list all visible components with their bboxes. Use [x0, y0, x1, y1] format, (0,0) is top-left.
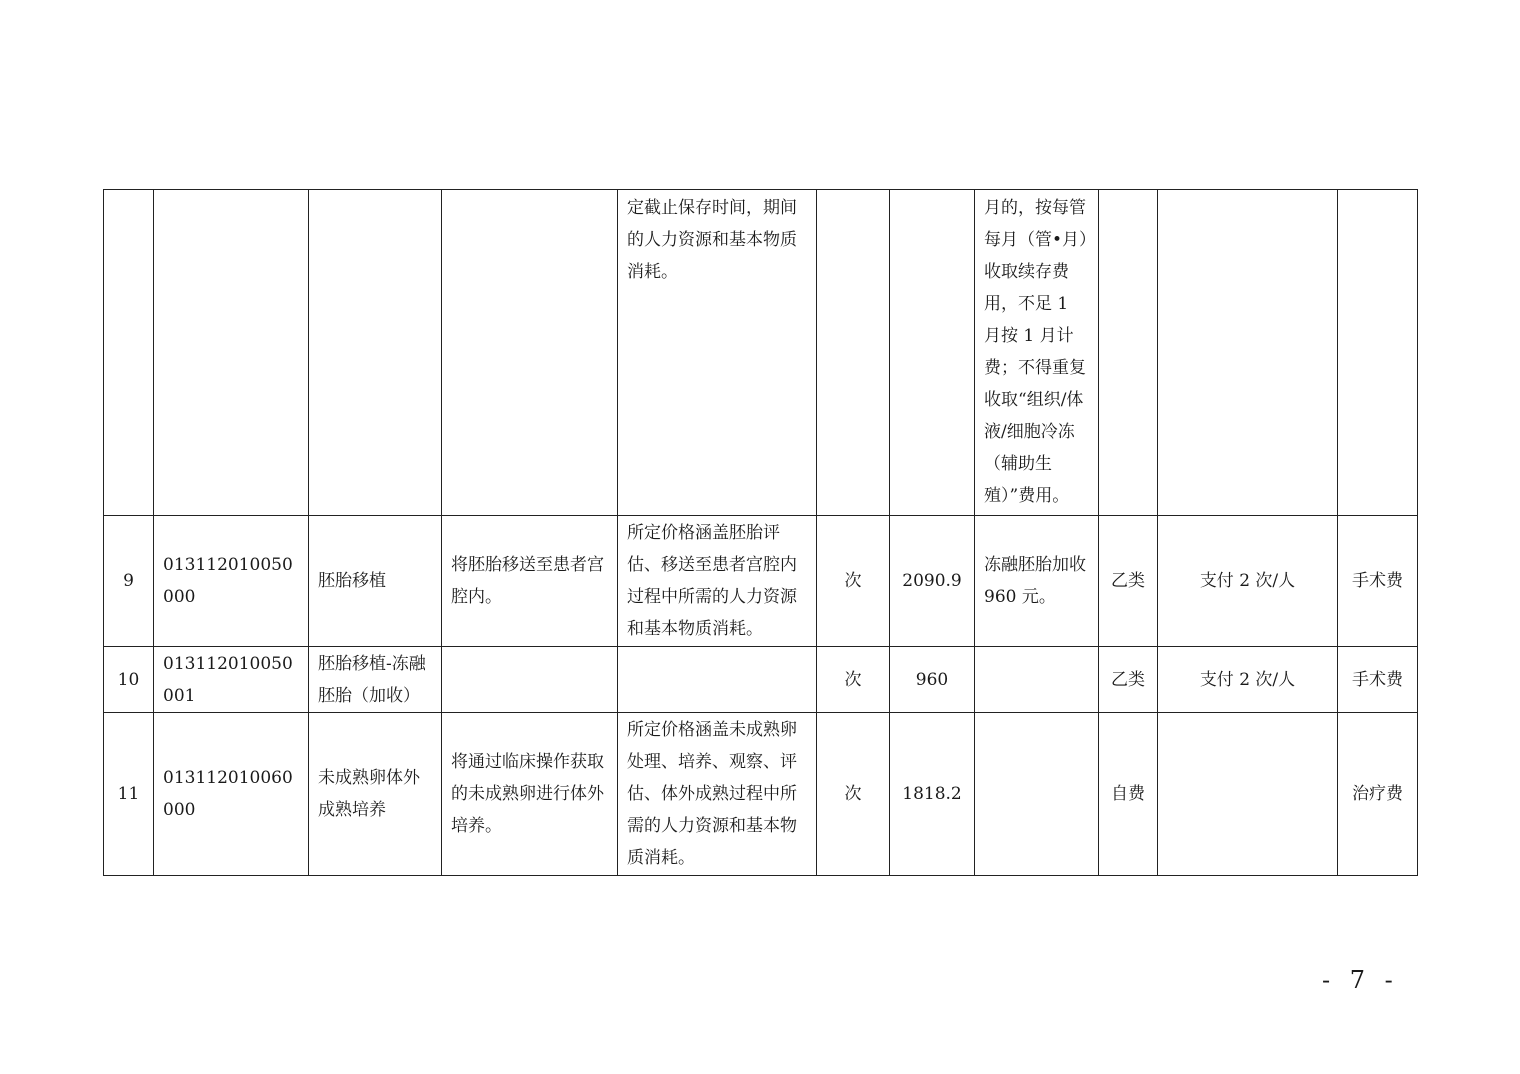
item-content [442, 190, 618, 516]
item-unit: 次 [817, 713, 890, 876]
table-row [104, 190, 1418, 516]
item-connotation: 所定价格涵盖胚胎评估、移送至患者宫腔内过程中所需的人力资源和基本物质消耗。 [618, 516, 817, 647]
item-fee-type: 手术费 [1338, 516, 1418, 647]
item-name: 胚胎移植-冻融胚胎（加收） [309, 647, 442, 713]
page-number: - 7 - [1322, 966, 1399, 994]
item-note: 冻融胚胎加收 960 元。 [975, 516, 1099, 647]
item-category: 乙类 [1099, 647, 1158, 713]
item-fee-type [1338, 190, 1418, 516]
item-connotation [618, 647, 817, 713]
item-connotation: 所定价格涵盖未成熟卵处理、培养、观察、评估、体外成熟过程中所需的人力资源和基本物质消耗。 [618, 713, 817, 876]
item-content: 将通过临床操作获取的未成熟卵进行体外培养。 [442, 713, 618, 876]
item-code: 013112010060000 [154, 713, 309, 876]
item-category [1099, 190, 1158, 516]
item-category: 自费 [1099, 713, 1158, 876]
table-row [104, 713, 1418, 876]
row-index [104, 190, 154, 516]
item-code [154, 190, 309, 516]
table-row [104, 516, 1418, 647]
item-price: 2090.9 [890, 516, 975, 647]
item-name: 胚胎移植 [309, 516, 442, 647]
item-note [975, 647, 1099, 713]
item-limit: 支付 2 次/人 [1158, 516, 1338, 647]
item-note [975, 713, 1099, 876]
item-limit [1158, 713, 1338, 876]
item-content: 将胚胎移送至患者宫腔内。 [442, 516, 618, 647]
table-row [104, 647, 1418, 713]
row-index: 10 [104, 647, 154, 713]
item-unit: 次 [817, 647, 890, 713]
item-connotation: 定截止保存时间，期间的人力资源和基本物质消耗。 [618, 190, 817, 516]
item-name [309, 190, 442, 516]
item-price: 960 [890, 647, 975, 713]
item-code: 013112010050001 [154, 647, 309, 713]
item-limit [1158, 190, 1338, 516]
item-category: 乙类 [1099, 516, 1158, 647]
item-price: 1818.2 [890, 713, 975, 876]
item-code: 013112010050000 [154, 516, 309, 647]
item-note: 月的，按每管每月（管•月）收取续存费用，不足 1 月按 1 月计费；不得重复收取“组织/体液/细胞冷冻（辅助生殖）”费用。 [975, 190, 1099, 516]
item-name: 未成熟卵体外成熟培养 [309, 713, 442, 876]
price-table [103, 189, 1418, 876]
item-fee-type: 治疗费 [1338, 713, 1418, 876]
item-fee-type: 手术费 [1338, 647, 1418, 713]
item-content [442, 647, 618, 713]
row-index: 11 [104, 713, 154, 876]
item-unit [817, 190, 890, 516]
row-index: 9 [104, 516, 154, 647]
item-price [890, 190, 975, 516]
item-unit: 次 [817, 516, 890, 647]
item-limit: 支付 2 次/人 [1158, 647, 1338, 713]
